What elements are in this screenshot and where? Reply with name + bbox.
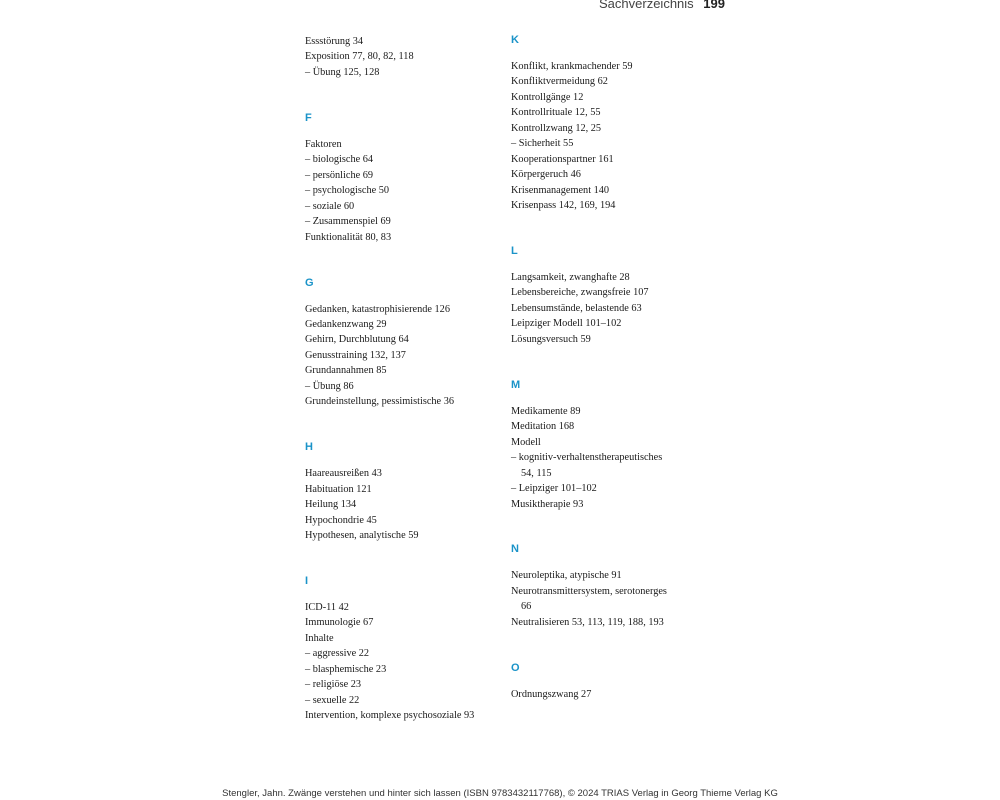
index-section-l <box>511 244 711 347</box>
index-subentry: – persönliche 69 <box>305 169 374 181</box>
index-entry: Lösungsversuch 59 <box>511 333 591 345</box>
index-entry: Hypochondrie 45 <box>305 514 377 526</box>
index-subentry: – kognitiv-verhaltenstherapeutisches <box>511 452 663 464</box>
section-letter-m: M <box>511 378 521 391</box>
index-entry: Langsamkeit, zwanghafte 28 <box>511 272 630 284</box>
index-entry: Kontrollrituale 12, 55 <box>511 107 601 119</box>
index-section-i <box>305 574 505 724</box>
index-section-e-continued <box>305 34 505 80</box>
copyright-footer: Stengler, Jahn. Zwänge verstehen und hinter sich lassen (ISBN 9783432117768), © 2024 TRIAS Verlag in Georg Thieme Verlag KG <box>222 788 778 799</box>
index-section-n <box>511 542 711 630</box>
index-entry: Konfliktvermeidung 62 <box>511 76 608 88</box>
index-subentry: – Leipziger 101–102 <box>511 483 597 495</box>
index-subentry: – aggressive 22 <box>305 648 370 660</box>
index-entry: Modell <box>511 436 541 448</box>
index-section-h <box>305 440 505 543</box>
index-entry: Funktionalität 80, 83 <box>305 231 392 243</box>
index-entry: Habituation 121 <box>305 483 372 495</box>
index-entry: Kontrollgänge 12 <box>511 91 584 103</box>
index-section-o <box>511 661 711 702</box>
section-letter-n: N <box>511 543 519 556</box>
index-section-k <box>511 33 711 214</box>
index-entry: Lebensumstände, belastende 63 <box>511 302 642 314</box>
index-entry: Gedanken, katastrophisierende 126 <box>305 303 450 315</box>
index-entry: Genusstraining 132, 137 <box>305 349 406 361</box>
index-entry: Gedankenzwang 29 <box>305 318 387 330</box>
index-entry: Meditation 168 <box>511 421 575 433</box>
index-section-f <box>305 111 505 245</box>
index-entry: Lebensbereiche, zwangsfreie 107 <box>511 287 649 299</box>
index-entry: Kontrollzwang 12, 25 <box>511 122 602 134</box>
index-section-m <box>511 378 711 512</box>
index-subentry: – psychologische 50 <box>305 185 390 197</box>
section-letter-f: F <box>305 111 312 124</box>
index-entry: Exposition 77, 80, 82, 118 <box>305 51 414 63</box>
running-header <box>599 0 725 11</box>
index-entry: Intervention, komplexe psychosoziale 93 <box>305 710 475 722</box>
index-entry-continuation: 66 <box>521 601 532 613</box>
index-entry: Krisenmanagement 140 <box>511 184 610 196</box>
section-letter-k: K <box>511 34 519 46</box>
index-entry: Heilung 134 <box>305 499 357 511</box>
index-subentry: – biologische 64 <box>305 154 374 166</box>
index-entry: Neutralisieren 53, 113, 119, 188, 193 <box>511 616 664 628</box>
index-column-left <box>305 34 505 724</box>
section-letter-i: I <box>305 574 309 587</box>
index-entry: Gehirn, Durchblutung 64 <box>305 334 409 346</box>
index-entry: Ordnungszwang 27 <box>511 688 592 700</box>
index-entry-continuation: 54, 115 <box>521 467 552 479</box>
index-entry: Haareausreißen 43 <box>305 468 382 480</box>
index-entry: Grundeinstellung, pessimistische 36 <box>305 396 455 408</box>
index-subentry: – Übung 125, 128 <box>305 66 380 78</box>
index-entry: ICD-11 42 <box>305 601 349 613</box>
index-entry: Faktoren <box>305 138 342 150</box>
index-entry: Körpergeruch 46 <box>511 169 581 181</box>
index-entry: Essstörung 34 <box>305 36 364 47</box>
index-column-right <box>511 33 711 702</box>
section-letter-o: O <box>511 661 520 674</box>
index-entry: Hypothesen, analytische 59 <box>305 530 419 542</box>
index-entry: Leipziger Modell 101–102 <box>511 318 622 330</box>
section-letter-g: G <box>305 276 314 289</box>
section-letter-l: L <box>511 245 518 258</box>
index-subentry: – Zusammenspiel 69 <box>305 216 391 228</box>
section-letter-h: H <box>305 441 313 454</box>
index-entry: Neurotransmittersystem, serotonerges <box>511 585 667 597</box>
index-entry: Konflikt, krankmachender 59 <box>511 61 633 72</box>
index-subentry: – soziale 60 <box>305 200 355 212</box>
index-subentry: – blasphemische 23 <box>305 663 387 675</box>
section-title: Sachverzeichnis <box>599 0 694 11</box>
index-entry: Kooperationspartner 161 <box>511 153 614 165</box>
index-entry: Musiktherapie 93 <box>511 498 584 510</box>
page-number: 199 <box>703 0 725 11</box>
index-entry: Inhalte <box>305 632 334 644</box>
index-entry: Krisenpass 142, 169, 194 <box>511 200 616 212</box>
index-entry: Grundannahmen 85 <box>305 365 387 377</box>
index-entry: Medikamente 89 <box>511 405 581 417</box>
index-subentry: – Sicherheit 55 <box>511 138 574 150</box>
index-entry: Immunologie 67 <box>305 617 374 629</box>
index-entry: Neuroleptika, atypische 91 <box>511 570 622 582</box>
index-section-g <box>305 276 505 410</box>
index-subentry: – religiöse 23 <box>305 679 362 691</box>
index-subentry: – sexuelle 22 <box>305 694 360 706</box>
index-subentry: – Übung 86 <box>305 380 354 392</box>
